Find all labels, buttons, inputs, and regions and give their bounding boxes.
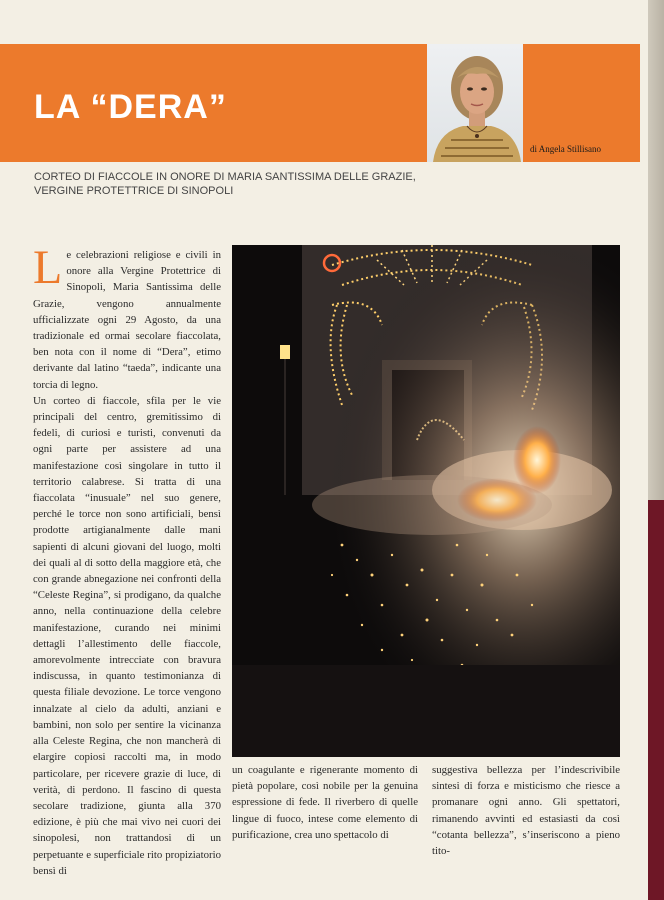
procession-photo-image xyxy=(232,245,620,757)
article-column-3 xyxy=(432,762,620,859)
paragraph-1 xyxy=(33,241,221,393)
paragraph-2: Un corteo di fiaccole, sfila per le vie principali del centro, gremitissimo di fedeli, di curiosi e turisti, convenuti da ogni parte per assistere ad una manifestazione così singolare in tutto il territorio calabrese. Si tratta di una fiaccolata “inusuale” nel suo genere, perché le torce non sono artificiali, bensì prodotte artigianalmente dalle mani sapienti di alcuni giovani del luogo, molti dei quali al di sotto della maggiore età, che con grande abnegazione nei confronti della “Celeste Regina”, si prodigano, da qualche anno, nella continuazione della celebre manifestazione, curando nei minimi dettagli l’allestimento delle fiaccole, amorevolmente intrecciate con bravura indiscussa, in quanto testimonianza di questa filiale devozione. Le torce vengono innalzate al cielo da adulti, anziani e bambini, non solo per sentire la vicinanza alla Celeste Regina, che non mancherà di elargire copiosi raccolti ma, in modo particolare, per ricevere grazie di luce, di verità, di perdono. Il fascino di questa secolare tradizione, giunta alla 370 edizione, è più che mai vivo nei cuori dei sinopolesi, non trattandosi di un perpetuante e superficiale rito propiziatorio bensì di xyxy=(33,394,221,877)
author-portrait-image xyxy=(427,44,523,162)
column-2-text: un coagulante e rigenerante momento di pietà popolare, così nobile per la genuina espressione di fede. Il riverbero di quelle lingue di fuoco, intese come elemento di purificazione, crea uno spettacolo di xyxy=(232,764,418,841)
subtitle-line-1: CORTEO DI FIACCOLE IN ONORE DI MARIA SANTISSIMA DELLE GRAZIE, xyxy=(34,171,416,183)
paragraph-1-text: e celebrazioni religiose e civili in onore alla Vergine Protettrice di Sinopoli, Maria Santissima delle Grazie, vengono annualmente ufficializzate ogni 29 Agosto, da una tradizionale ed ormai secolare fiaccolata, ben nota con il nome di “Dera”, etimo derivante dal latino “taeda”, indicante una torcia di legno. xyxy=(33,249,221,391)
article-column-2 xyxy=(232,762,418,843)
drop-cap: L xyxy=(33,241,63,294)
facing-page-red-edge xyxy=(648,500,664,900)
article-title: LA “DERA” xyxy=(34,88,227,126)
column-3-text: suggestiva bellezza per l’indescrivibile sintesi di forza e misticismo che riesce a promanare ogni anno. Gli spettatori, rimanendo avvinti ed estasiasti da così “cotanta bellezza”, s’inseriscono a pieno tito- xyxy=(432,764,620,858)
subtitle-line-2: VERGINE PROTETTRICE DI SINOPOLI xyxy=(34,185,234,197)
article-column-1 xyxy=(33,241,221,879)
author-byline: di Angela Stillisano xyxy=(530,144,601,154)
article-subtitle xyxy=(34,170,594,198)
procession-photo xyxy=(232,245,620,757)
author-portrait xyxy=(427,44,523,162)
